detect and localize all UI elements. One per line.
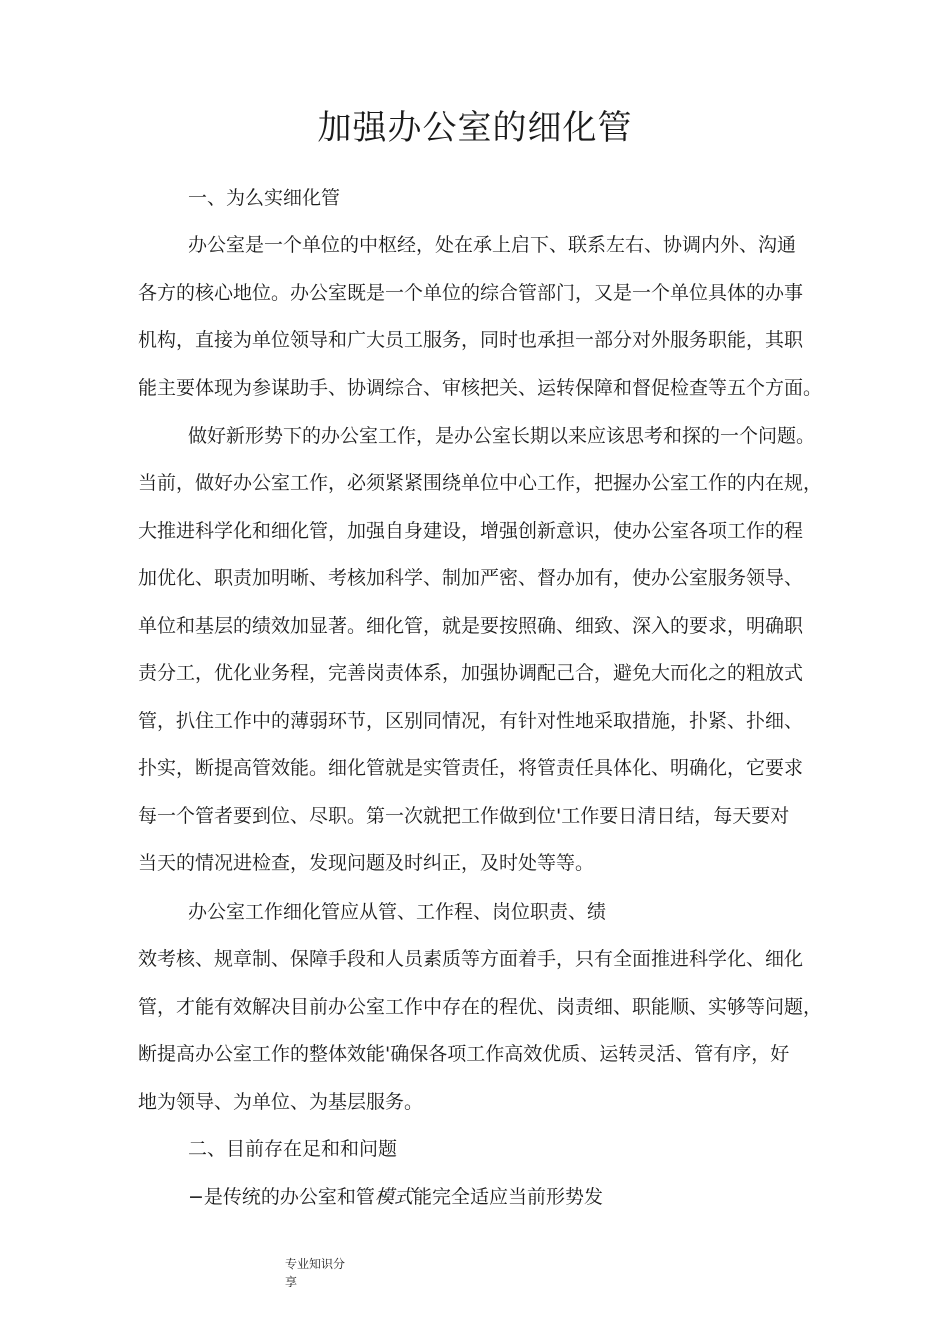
paragraph-line: 能主要体现为参谋助手、协调综合、审核把关、运转保障和督促检查等五个方面。: [138, 377, 823, 399]
paragraph-line: 办公室是一个单位的中枢经，处在承上启下、联系左右、协调内外、沟通: [188, 234, 797, 256]
document-title: 加强办公室的细化管: [317, 108, 633, 148]
footer-line-2: 享: [285, 1275, 298, 1289]
section-heading-1: 一、为么实细化管: [188, 187, 341, 209]
paragraph-line: 机构，直接为单位领导和广大员工服务，同时也承担一部分对外服务职能，其职: [138, 329, 804, 351]
paragraph-line: 当前，做好办公室工作，必须紧紧围绕单位中心工作，把握办公室工作的内在规，: [138, 472, 823, 494]
paragraph-line: 地为领导、为单位、为基层服务。: [138, 1091, 424, 1113]
paragraph-line: 各方的核心地位。办公室既是一个单位的综合管部门，又是一个单位具体的办事: [138, 282, 804, 304]
paragraph-line: 责分工，优化业务程，完善岗责体系，加强协调配己合，避免大而化之的粗放式: [138, 662, 804, 684]
paragraph-line: 管，才能有效解决目前办公室工作中存在的程优、岗责细、职能顺、实够等问题，: [138, 996, 823, 1018]
last-line-part1: −是传统的办公室和管: [188, 1186, 375, 1208]
paragraph-line: 扑实，断提高管效能。细化管就是实管责任，将管责任具体化、明确化，它要求: [138, 757, 804, 779]
paragraph-line-last: [188, 1183, 603, 1211]
paragraph-line: 大推进科学化和细化管，加强自身建设，增强创新意识，使办公室各项工作的程: [138, 520, 804, 542]
paragraph-line: 效考核、规章制、保障手段和人员素质等方面着手，只有全面推进科学化、细化: [138, 948, 804, 970]
paragraph-line: 每一个管者要到位、尽职。第一次就把工作做到位'工作要日清日结，每天要对: [138, 805, 790, 827]
paragraph-line: 办公室工作细化管应从管、工作程、岗位职责、绩: [188, 901, 607, 923]
footer-line-1: 专业知识分: [285, 1257, 346, 1271]
paragraph-line: 当天的情况进检查，发现问题及时纠正，及时处等等。: [138, 852, 595, 874]
paragraph-line: 管，扒住工作中的薄弱环节，区别同情况，有针对性地采取措施，扑紧、扑细、: [138, 710, 804, 732]
paragraph-line: 做好新形势下的办公室工作，是办公室长期以来应该思考和探的一个问题。: [188, 425, 816, 447]
page-footer: [285, 1255, 365, 1291]
section-heading-2: 二、目前存在足和和问题: [188, 1138, 398, 1160]
paragraph-line: 加优化、职责加明晰、考核加科学、制加严密、督办加有，使办公室服务领导、: [138, 567, 804, 589]
last-line-italic-part: 模式: [374, 1186, 413, 1208]
paragraph-line: 单位和基层的绩效加显著。细化管，就是要按照确、细致、深入的要求，明确职: [138, 615, 804, 637]
paragraph-line: 断提高办公室工作的整体效能'确保各项工作高效优质、运转灵活、管有序，好: [138, 1043, 790, 1065]
last-line-part3: 能完全适应当前形势发: [412, 1186, 603, 1208]
